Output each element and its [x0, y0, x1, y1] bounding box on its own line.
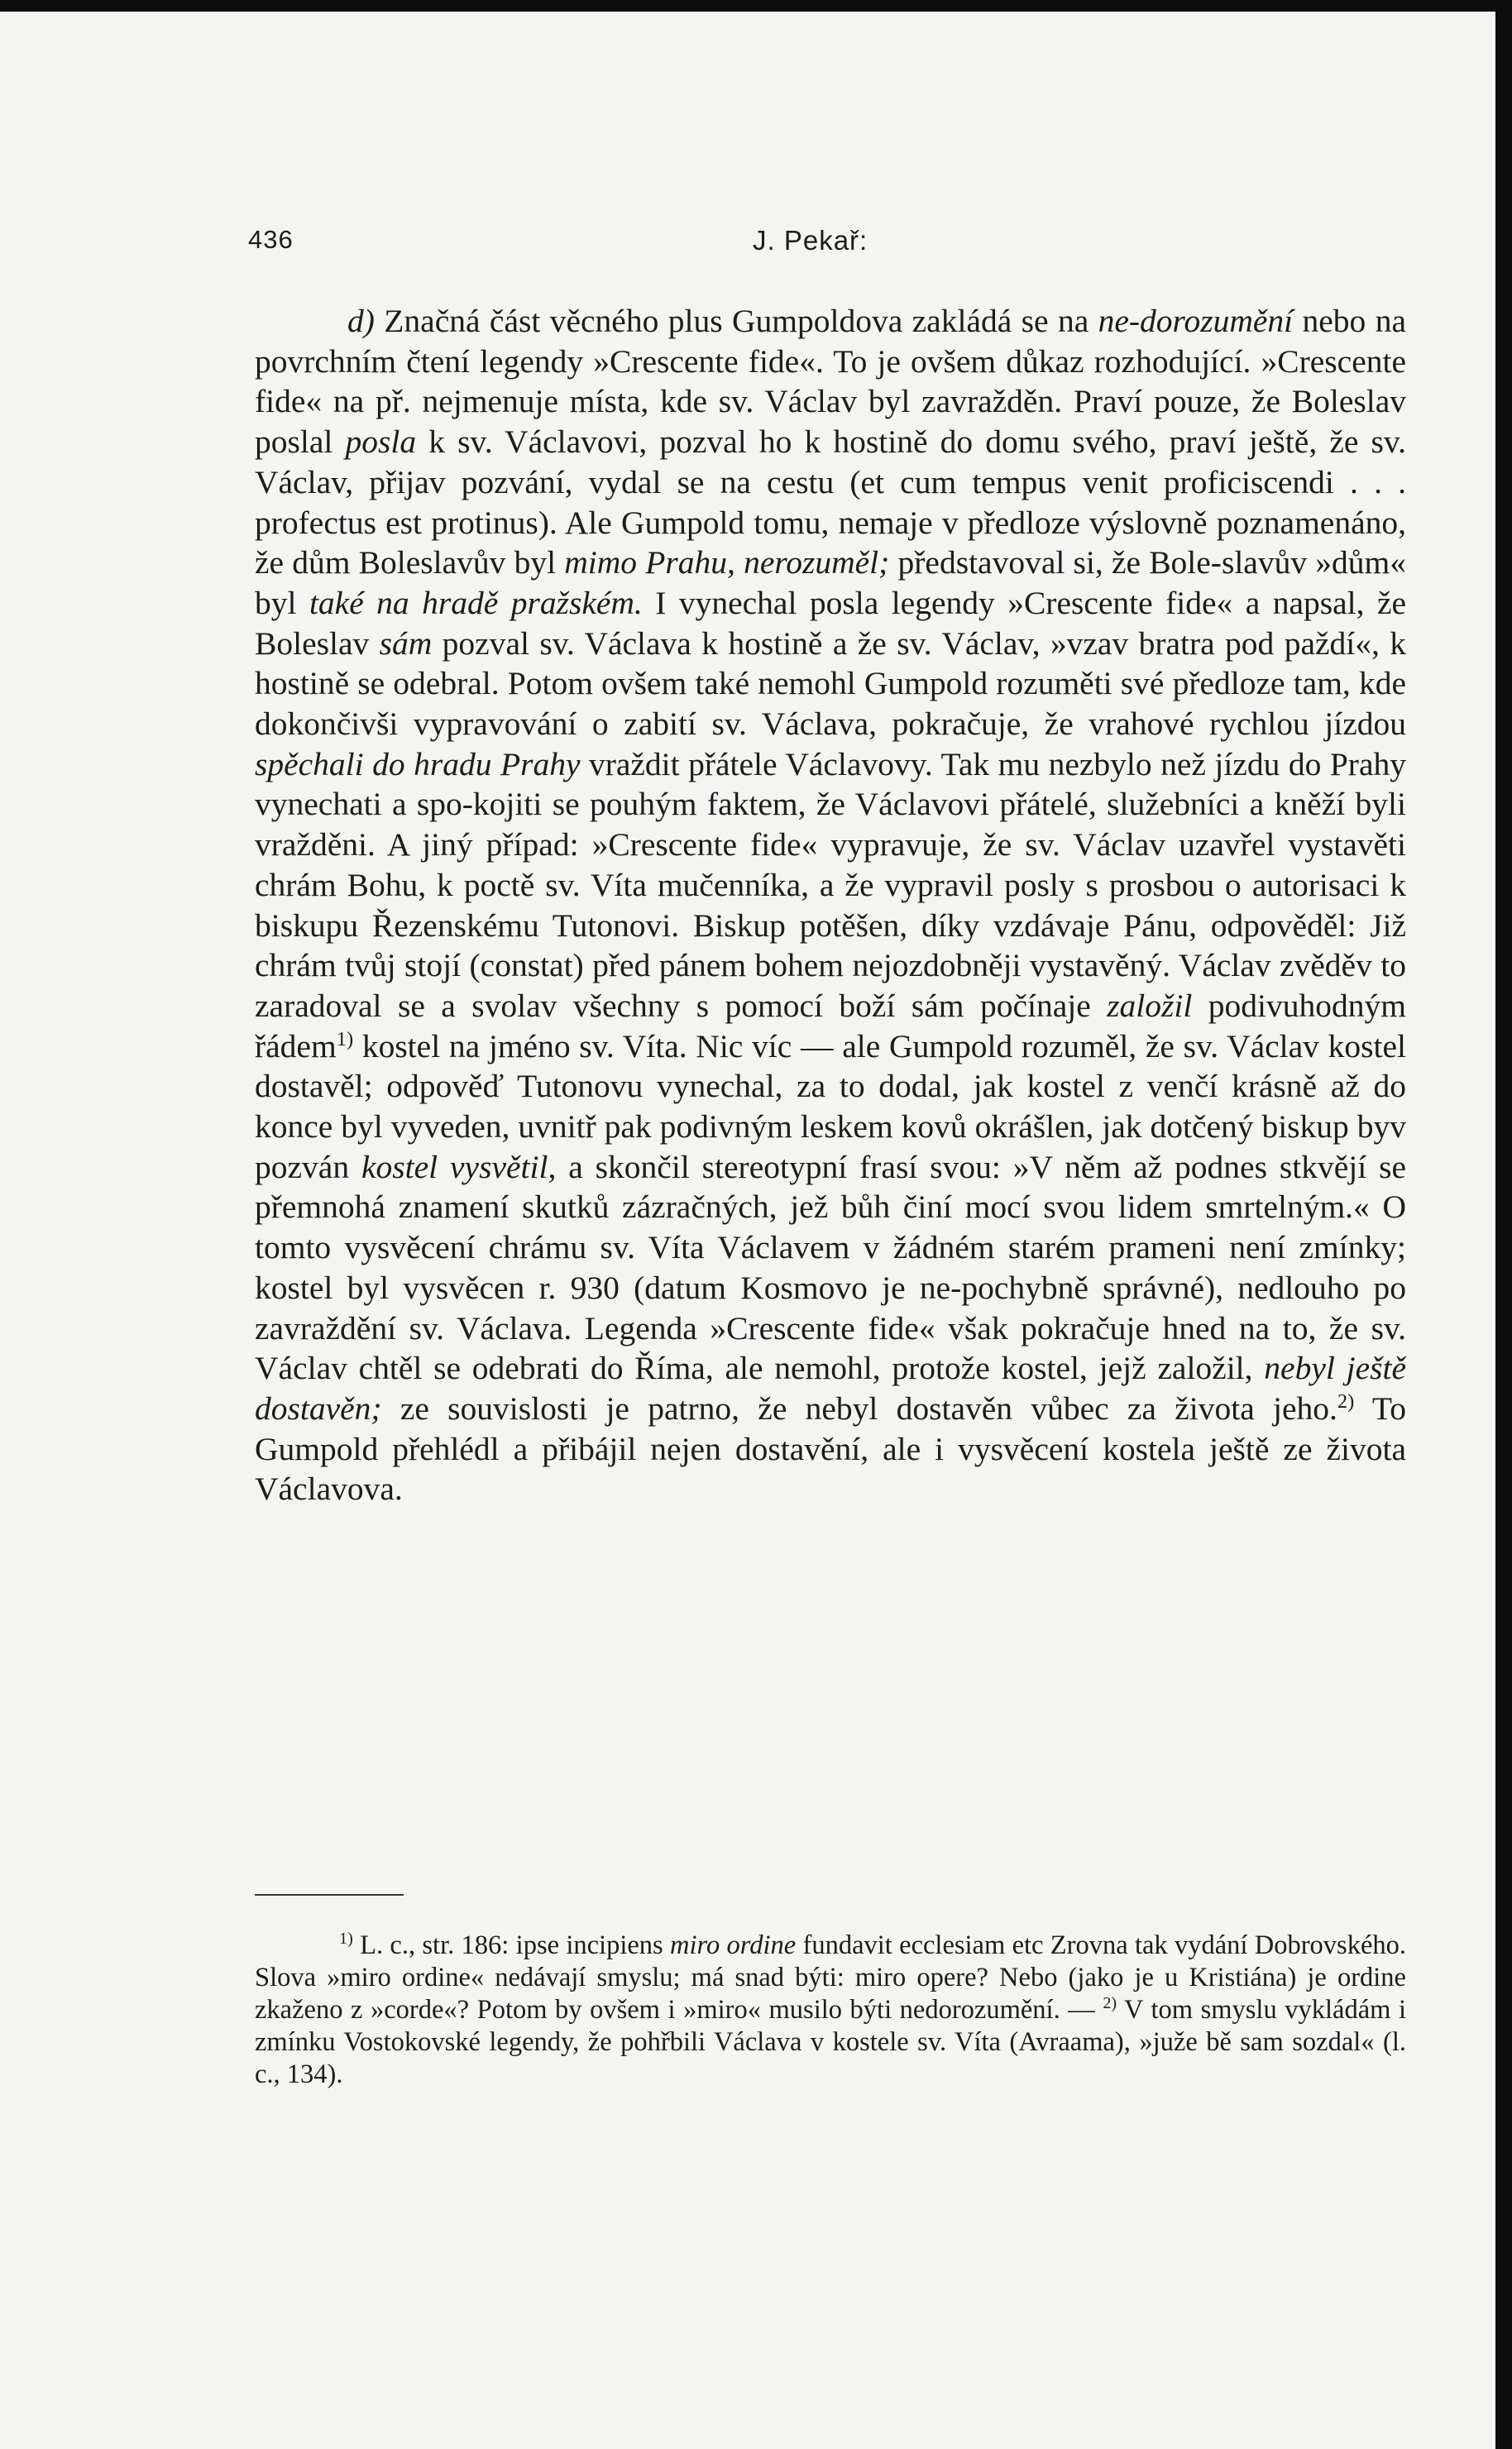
running-head — [248, 225, 1390, 266]
text-run: pozval sv. Václava k hostině a že sv. Václav, »vzav bratra pod paždí«, k hostině se odebral. Potom ovšem také nemohl Gumpold rozuměti své předloze tam, kde dokončivši vypravování o zabití sv. Václava, pokračuje, že vrahové rychlou jízdou — [255, 624, 1407, 743]
footnotes — [255, 1930, 1406, 2091]
italic-run: kostel vysvětil, — [361, 1148, 557, 1185]
italic-run: ne-dorozumění — [1098, 303, 1294, 339]
italic-run: mimo Prahu, nerozuměl; — [564, 544, 890, 581]
page-number: 436 — [248, 225, 294, 254]
italic-run: d) — [347, 303, 375, 339]
text-run: představoval si, že Bole-slavův »dům« byl — [255, 544, 1407, 621]
italic-run: založil — [1107, 987, 1193, 1024]
italic-run: také na hradě pražském. — [309, 584, 643, 621]
text-run: Značná část věcného plus Gumpoldova zakládá se na — [374, 303, 1098, 339]
text-run: To Gumpold přehlédl a přibájil nejen dostavění, ale i vysvěcení kostela ještě ze života Václavova. — [255, 1390, 1406, 1508]
italic-run: spěchali do hradu Prahy — [255, 745, 581, 782]
footnote-marker: 2) — [1103, 1994, 1117, 2013]
text-run: vraždit přátele Václavovy. Tak mu nezbylo než jízdu do Prahy vynechati a spo-kojiti se pouhým faktem, že Václavovi přátelé, služebníci a kněží byli vražděni. A jiný případ: »Crescente fide« vypravuje, že sv. Václav uzavřel vystavěti chrám Bohu, k poctě sv. Víta mučenníka, a že vypravil posly s prosbou o autorisaci k biskupu Řezenskému Tutonovi. Biskup potěšen, díky vzdávaje Pánu, odpověděl: Již chrám tvůj stojí (constat) před pánem bohem nejozdobněji vystavěný. Václav zvěděv to zaradoval se a svolav všechny s pomocí boží sám počínaje — [255, 745, 1406, 1024]
body-paragraph — [255, 301, 1406, 1509]
italic-run: miro ordine — [670, 1930, 797, 1960]
footnote-marker: 2) — [1337, 1390, 1355, 1413]
text-run: a skončil stereotypní frasí svou: »V něm až podnes stkvějí se přemnohá znamení skutků zázračných, jež bůh činí mocí svou lidem smrtelným.« O tomto vysvěcení chrámu sv. Víta Václavem v žádném starém prameni není zmínky; kostel byl vysvěcen r. 930 (datum Kosmovo je ne-pochybně správné), nedlouho po zavraždění sv. Václava. Legenda »Crescente fide« však pokračuje hned na to, že sv. Václav chtěl se odebrati do Říma, ale nemohl, protože kostel, jejž založil, — [255, 1148, 1406, 1387]
text-run: kostel na jméno sv. Víta. Nic víc — ale Gumpold rozuměl, že sv. Václav kostel dostavěl; odpověď Tutonovu vynechal, za to dodal, jak kostel z venčí krásně až do konce byl vyveden, uvnitř pak podivným leskem kovů okrášlen, jak dotčený biskup byv pozván — [255, 1027, 1406, 1185]
text-run: nebo na povrchním čtení legendy »Crescente fide«. To je ovšem důkaz rozhodující. »Crescente fide« na př. nejmenuje místa, kde sv. Václav byl zavražděn. Praví pouze, že Boleslav poslal — [255, 303, 1406, 461]
running-title: J. Pekař: — [753, 225, 868, 256]
footnote-rule — [255, 1894, 404, 1896]
italic-run: sám — [379, 624, 433, 662]
text-run: podivuhodným řádem — [255, 987, 1406, 1064]
text-run: V tom smyslu vykládám i zmínku Vostokovské legendy, že pohřbili Václava v kostele sv. Víta (Avraama), »juže bě sam sozdal« (l. c., 134). — [255, 1995, 1406, 2089]
footnote-marker: 1) — [339, 1930, 353, 1949]
text-run: fundavit ecclesiam etc Zrovna tak vydání Dobrovského. Slova »miro ordine« nedávají smyslu; má snad býti: miro opere? Nebo (jako je u Kristiána) je ordine zkaženo z »corde«? Potom by ovšem i »miro« musilo býti nedorozumění. — — [255, 1930, 1407, 2025]
text-run: ze souvislosti je patrno, že nebyl dostavěn vůbec za života jeho. — [381, 1390, 1337, 1427]
italic-run: posla — [345, 423, 417, 461]
scan-border-right — [1495, 0, 1512, 2449]
footnote-marker: 1) — [336, 1027, 354, 1050]
text-run: L. c., str. 186: ipse incipiens — [352, 1930, 671, 1960]
scan-border-top — [0, 0, 1512, 12]
text-run: I vynechal posla legendy »Crescente fide« a napsal, že Boleslav — [255, 584, 1407, 662]
italic-run: nebyl ještě dostavěn; — [255, 1350, 1406, 1427]
text-run: k sv. Václavovi, pozval ho k hostině do domu svého, praví ještě, že sv. Václav, přijav pozvání, vydal se na cestu (et cum tempus venit proficiscendi . . . profectus est protinus). Ale Gumpold tomu, nemaje v předloze výslovně poznamenáno, že dům Boleslavův byl — [255, 423, 1406, 581]
